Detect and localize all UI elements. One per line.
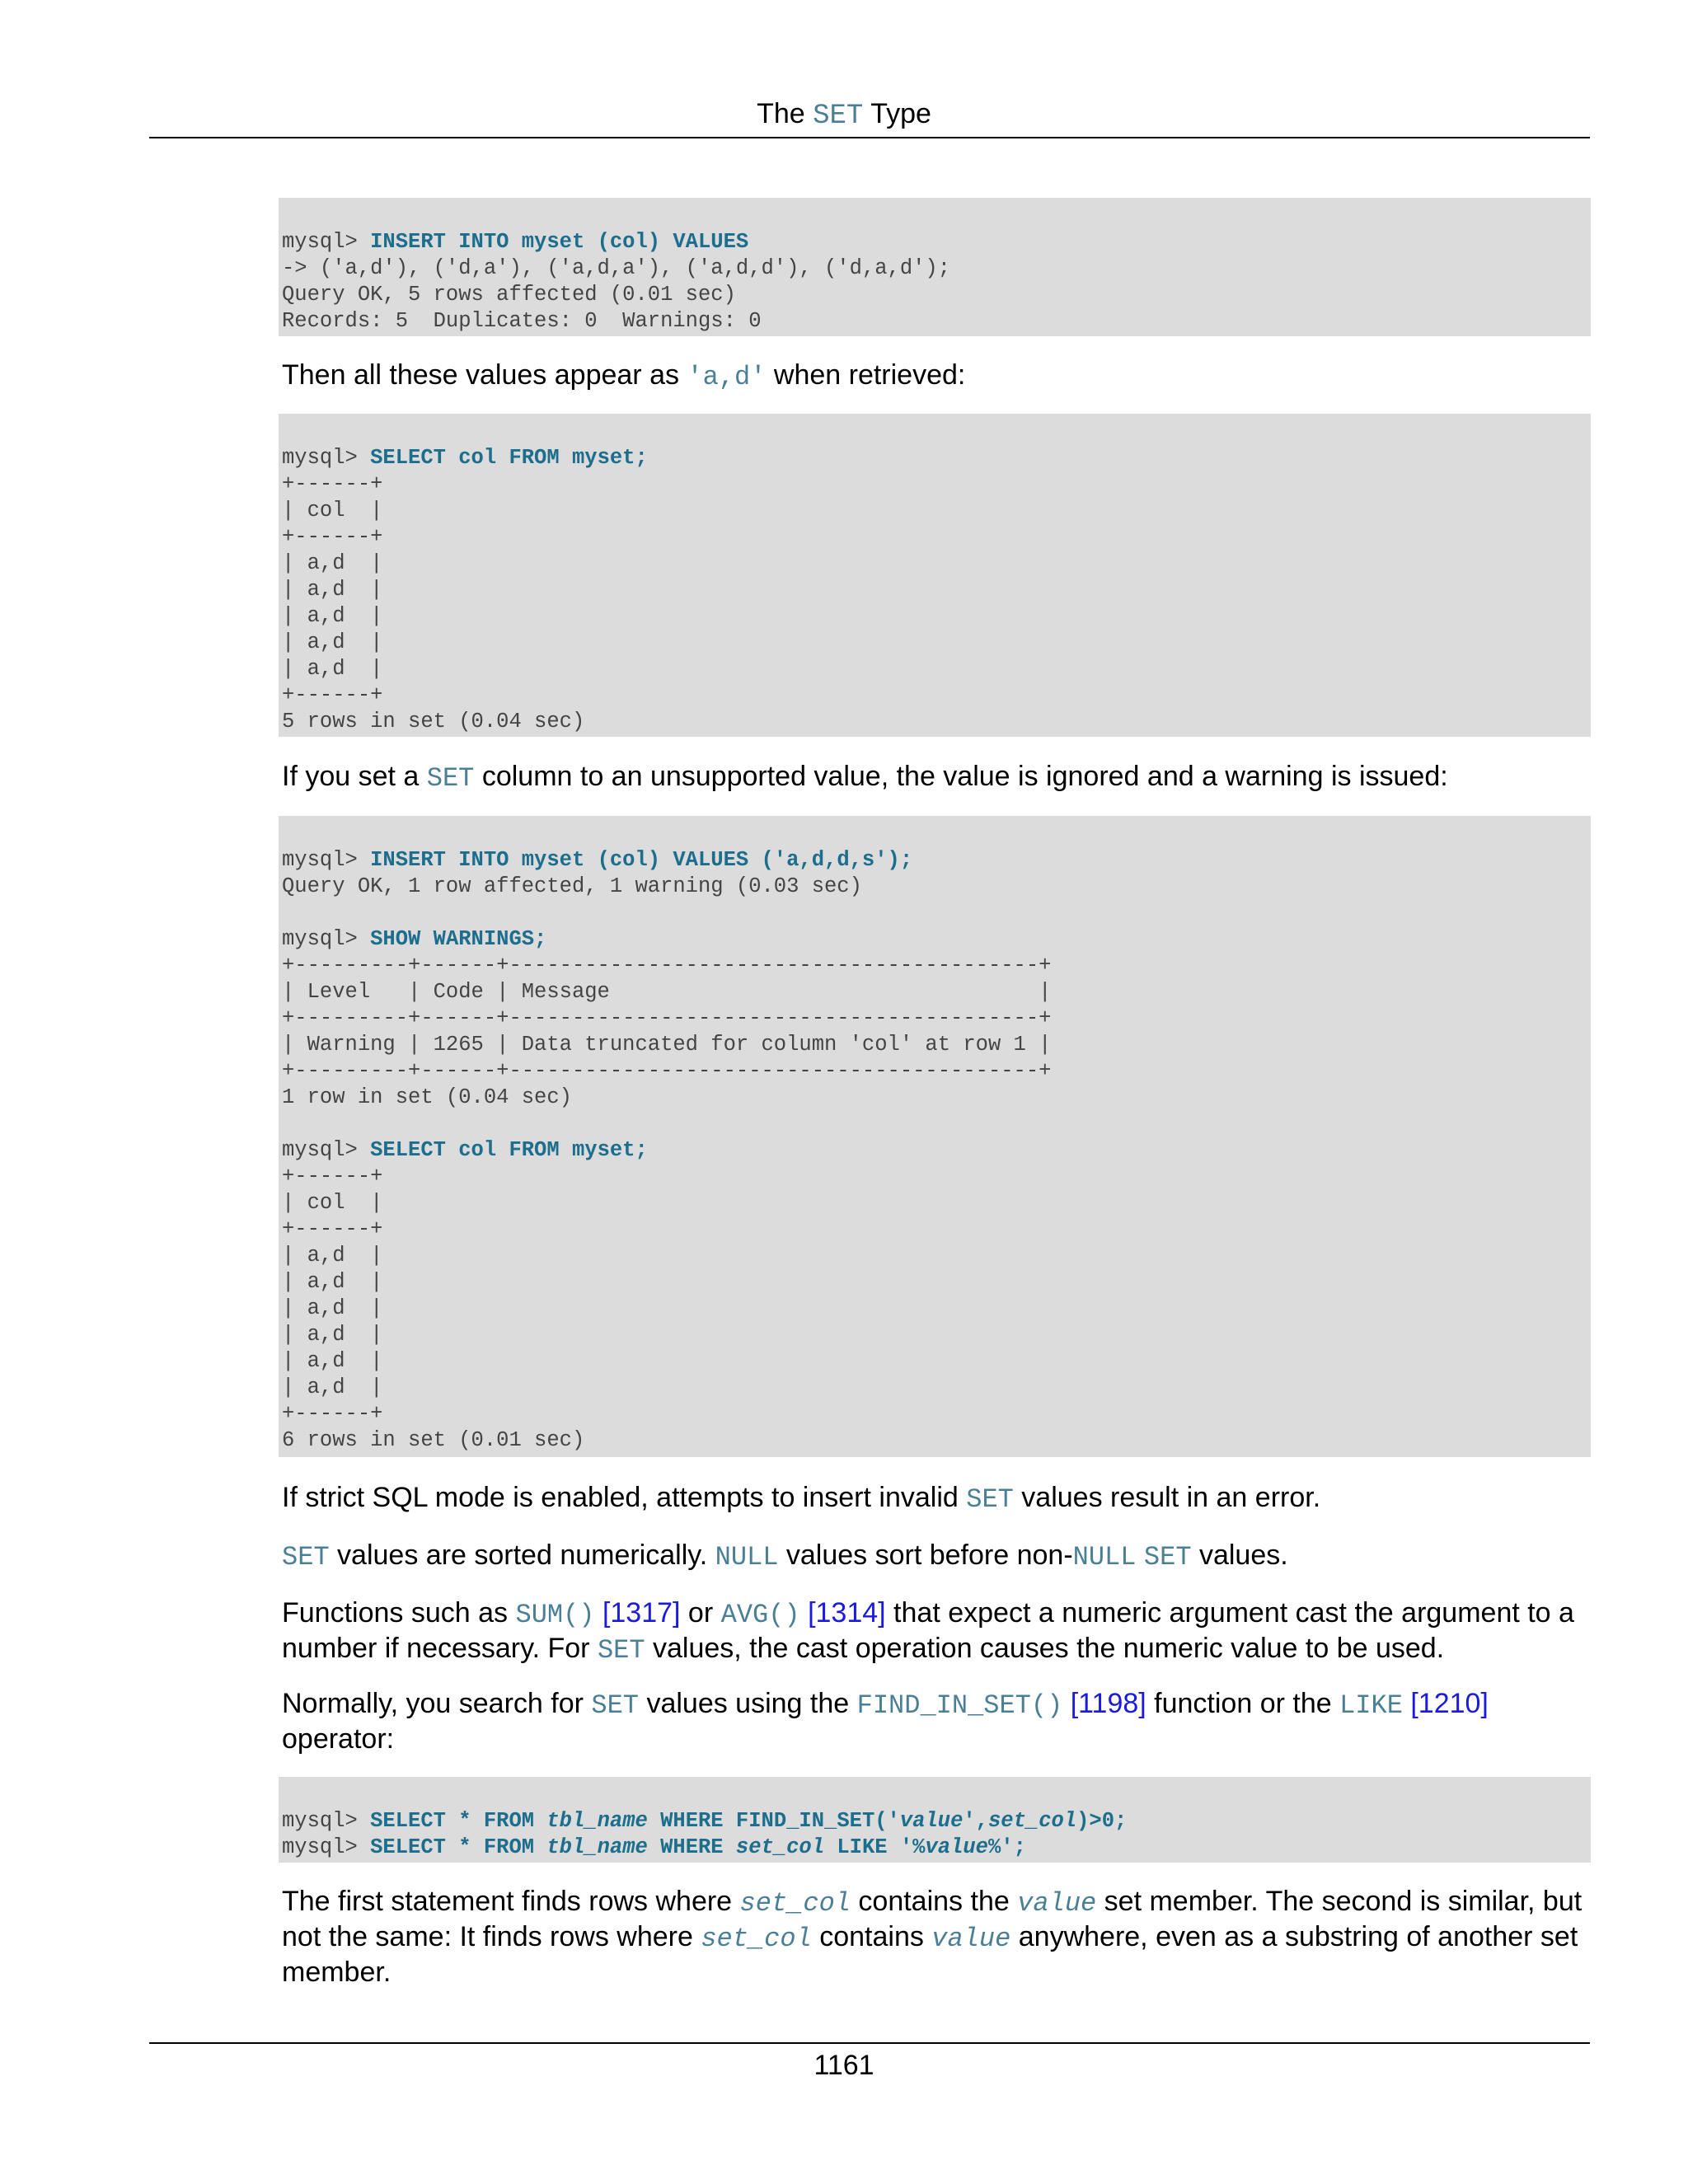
header-text-2: Type <box>870 98 931 129</box>
code-block-insert: mysql> INSERT INTO myset (col) VALUES -> ('a,d'), ('d,a'), ('a,d,a'), ('a,d,d'), ('d,a,d'); Query OK, 5 rows affected (0.01 sec) Records: 5 Duplicates: 0 Warnings: 0 <box>279 198 1591 336</box>
paragraph-functions: Functions such as SUM() [1317] or AVG() [1314] that expect a numeric argument cast the argument to a number if necessary. For SET values, the cast operation causes the numeric value to be used. <box>282 1597 1574 1666</box>
paragraph-strict-mode: If strict SQL mode is enabled, attempts to insert invalid SET values result in an error. <box>282 1482 1321 1515</box>
header-text: The <box>757 98 805 129</box>
avg-xref-link[interactable]: [1314] <box>799 1597 886 1629</box>
footer-rule <box>149 2042 1590 2044</box>
paragraph-statements: The first statement finds rows where set_col contains the value set member. The second is similar, but not the same: It finds rows where set_col contains value anywhere, even as a substring of another set member. <box>282 1886 1582 1988</box>
header-rule <box>149 137 1590 138</box>
find-in-set-link[interactable]: FIND_IN_SET() <box>856 1690 1063 1721</box>
paragraph-sorting: SET values are sorted numerically. NULL values sort before non-NULL SET values. <box>282 1540 1288 1572</box>
avg-function-link[interactable]: AVG() <box>720 1600 800 1630</box>
sum-xref-link[interactable]: [1317] <box>594 1597 681 1629</box>
like-xref-link[interactable]: [1210] <box>1402 1688 1489 1719</box>
code-block-warnings: mysql> INSERT INTO myset (col) VALUES ('a,d,d,s'); Query OK, 1 row affected, 1 warning (0.03 sec) mysql> SHOW WARNINGS; +---------+------+------------------------------------------+ | Level | Code | Message | +---------+------+------------------------------------------+ | Warning | 1265 | Data truncated for column 'col' at row 1 | +---------+------+------------------------------------------+ 1 row in set (0.04 sec) mysql> SELECT col FROM myset; +------+ | col | +------+ | a,d | | a,d | | a,d | | a,d | | a,d | | a,d | +------+ 6 rows in set (0.01 sec) <box>279 816 1591 1457</box>
paragraph-searching: Normally, you search for SET values using the FIND_IN_SET() [1198] function or the LIKE [1210] operator: <box>282 1688 1489 1755</box>
paragraph-retrieved: Then all these values appear as 'a,d' when retrieved: <box>282 359 966 392</box>
find-in-set-xref-link[interactable]: [1198] <box>1062 1688 1146 1719</box>
code-block-select: mysql> SELECT col FROM myset; +------+ | col | +------+ | a,d | | a,d | | a,d | | a,d | | a,d | +------+ 5 rows in set (0.04 sec) <box>279 414 1591 737</box>
sum-function-link[interactable]: SUM() <box>515 1600 595 1630</box>
like-operator-link[interactable]: LIKE <box>1339 1690 1403 1721</box>
code-block-search: mysql> SELECT * FROM tbl_name WHERE FIND_IN_SET('value',set_col)>0; mysql> SELECT * FROM tbl_name WHERE set_col LIKE '%value%'; <box>279 1777 1591 1863</box>
paragraph-unsupported: If you set a SET column to an unsupported value, the value is ignored and a warning is issued: <box>282 761 1448 794</box>
header-code: SET <box>813 101 864 132</box>
page-header <box>0 96 1688 134</box>
page-number: 1161 <box>814 2050 874 2081</box>
